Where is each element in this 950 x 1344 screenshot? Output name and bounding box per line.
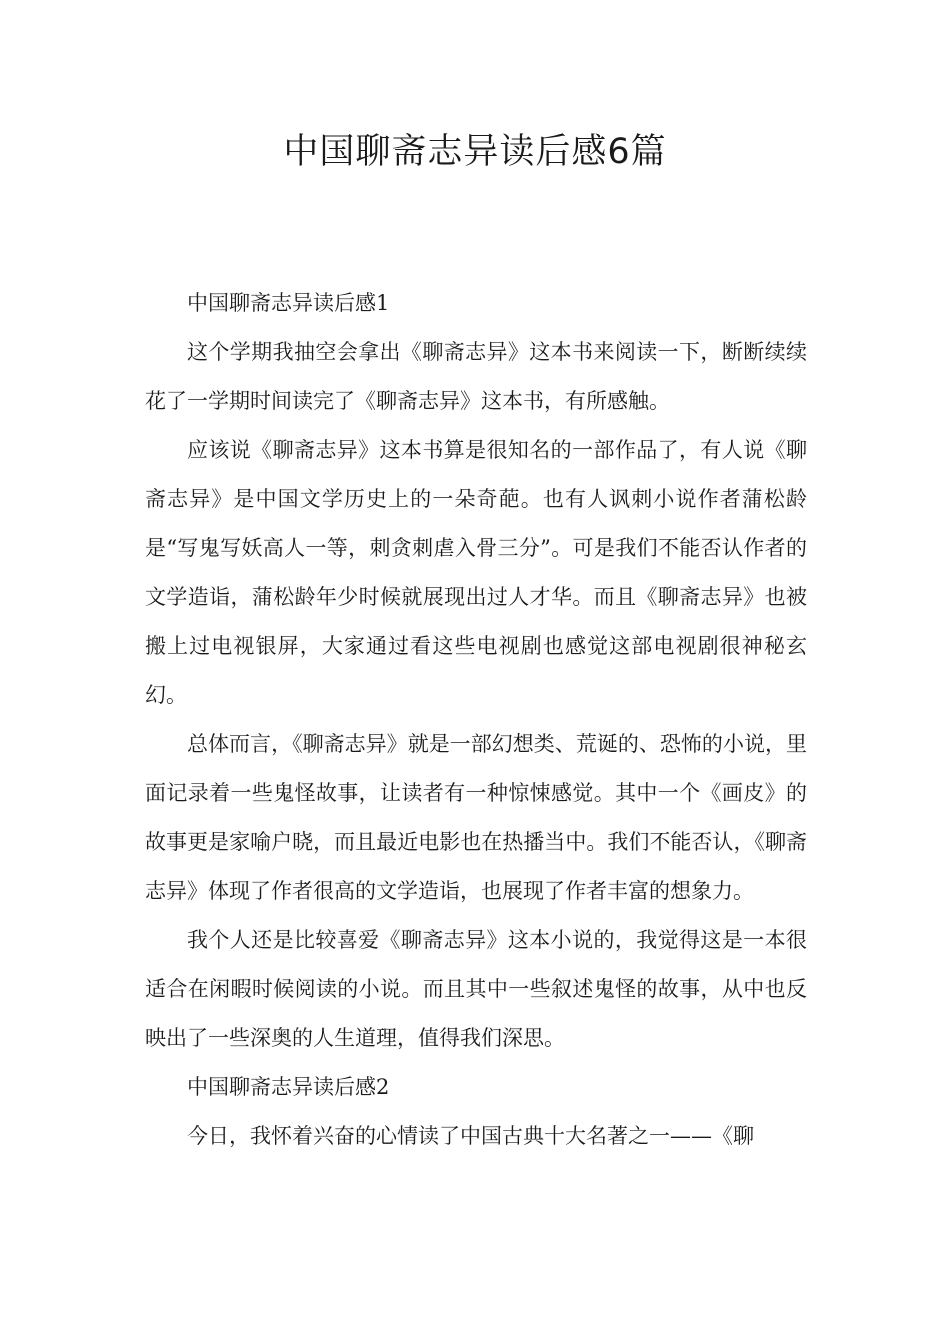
paragraph: 我个人还是比较喜爱《聊斋志异》这本小说的，我觉得这是一本很适合在闲暇时候阅读的小说。而且其中一些叙述鬼怪的故事，从中也反映出了一些深奥的人生道理，值得我们深思。	[145, 928, 807, 1050]
paragraph: 应该说《聊斋志异》这本书算是很知名的一部作品了，有人说《聊斋志异》是中国文学历史上的一朵奇葩。也有人讽刺小说作者蒲松龄是“写鬼写妖高人一等，刺贪刺虐入骨三分”。可是我们不能否认作者的文学造诣，蒲松龄年少时候就展现出过人才华。而且《聊斋志异》也被搬上过电视银屏，大家通过看这些电视剧也感觉这部电视剧很神秘玄幻。	[145, 438, 807, 707]
document-body	[145, 279, 807, 1161]
section-heading-1: 中国聊斋志异读后感1	[187, 291, 390, 315]
paragraph: 总体而言，《聊斋志异》就是一部幻想类、荒诞的、恐怖的小说，里面记录着一些鬼怪故事，让读者有一种惊悚感觉。其中一个《画皮》的故事更是家喻户晓，而且最近电影也在热播当中。我们不能否认，《聊斋志异》体现了作者很高的文学造诣，也展现了作者丰富的想象力。	[145, 732, 807, 903]
document-title: 中国聊斋志异读后感6篇	[283, 132, 667, 172]
section-heading-2: 中国聊斋志异读后感2	[187, 1075, 390, 1099]
paragraph: 今日，我怀着兴奋的心情读了中国古典十大名著之一——《聊	[187, 1124, 754, 1148]
paragraph: 这个学期我抽空会拿出《聊斋志异》这本书来阅读一下，断断续续花了一学期时间读完了《聊斋志异》这本书，有所感触。	[145, 340, 807, 413]
